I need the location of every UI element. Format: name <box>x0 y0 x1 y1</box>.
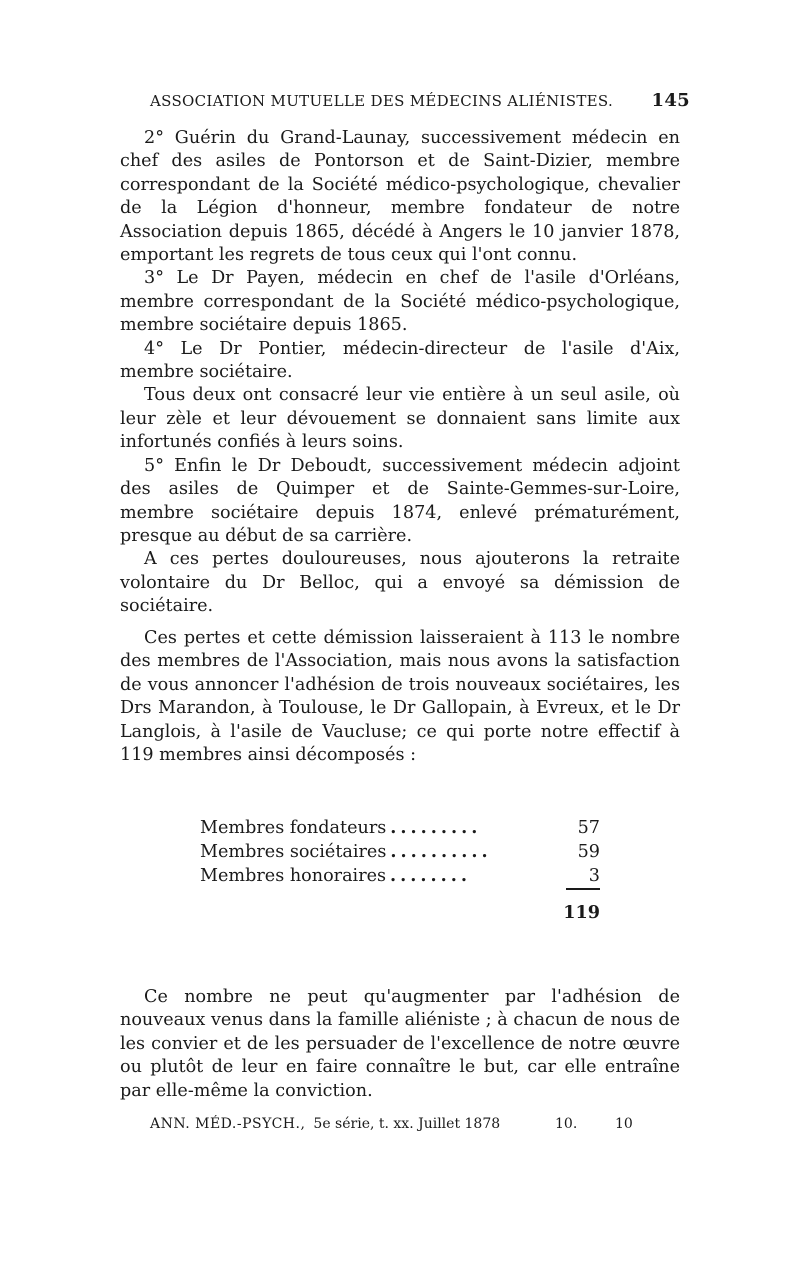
leader-dots: ......... <box>390 817 482 838</box>
obituary-section <box>120 127 680 619</box>
paragraph: Tous deux ont consacré leur vie entière à un seul asile, où leur zèle et leur dévouement se donnaient sans limite aux infortunés confiés à leurs soins. <box>120 385 680 453</box>
table-row <box>200 840 600 864</box>
paragraph: 5° Enfin le Dr Deboudt, successivement médecin adjoint des asiles de Quimper et de Sainte-Gemmes-sur-Loire, membre sociétaire depuis 1874, enlevé prématurément, presque au début de sa carrière. <box>120 455 680 546</box>
running-header <box>150 92 690 110</box>
page-number: 145 <box>651 90 690 111</box>
row-label: Membres sociétaires <box>200 842 387 862</box>
signature-number: 10 <box>615 1116 633 1132</box>
signature-mark: 10. <box>555 1116 578 1132</box>
sum-rule <box>566 888 600 890</box>
paragraph: Ce nombre ne peut qu'augmenter par l'adhésion de nouveaux venus dans la famille aliéniste ; à chacun de nous de les convier et de les persuader de l'excellence de notre œuvre ou plutôt de leur en faire connaître le but, car elle entraîne par elle-même la conviction. <box>120 987 680 1101</box>
leader-dots: .......... <box>390 841 492 862</box>
row-value: 57 <box>577 818 600 838</box>
table-row <box>200 864 600 888</box>
closing-paragraph <box>120 986 680 1103</box>
row-label: Membres fondateurs <box>200 818 387 838</box>
membership-paragraph <box>120 627 680 767</box>
journal-abbrev: ANN. MÉD.-PSYCH., <box>150 1116 306 1132</box>
paragraph: A ces pertes douloureuses, nous ajouterons la retraite volontaire du Dr Belloc, qui a envoyé sa démission de sociétaire. <box>120 549 680 617</box>
running-title: ASSOCIATION MUTUELLE DES MÉDECINS ALIÉNISTES. <box>150 92 614 110</box>
row-value: 59 <box>577 842 600 862</box>
paragraph: 3° Le Dr Payen, médecin en chef de l'asile d'Orléans, membre correspondant de la Société médico-psychologique, membre sociétaire depuis 1865. <box>120 268 680 336</box>
paragraph: Ces pertes et cette démission laisseraient à 113 le nombre des membres de l'Association, mais nous avons la satisfaction de vous annoncer l'adhésion de trois nouveaux sociétaires, les Drs Marandon, à Toulouse, le Dr Gallopain, à Evreux, et le Dr Langlois, à l'asile de Vaucluse; ce qui porte notre effectif à 119 membres ainsi décomposés : <box>120 628 680 766</box>
row-label: Membres honoraires <box>200 866 387 886</box>
members-total: 119 <box>563 902 600 923</box>
members-table <box>200 816 600 888</box>
page-footer <box>150 1116 670 1132</box>
paragraph: 4° Le Dr Pontier, médecin-directeur de l'asile d'Aix, membre sociétaire. <box>120 338 680 383</box>
paragraph: 2° Guérin du Grand-Launay, successivement médecin en chef des asiles de Pontorson et de Saint-Dizier, membre correspondant de la Société médico-psychologique, chevalier de la Légion d'honneur, membre fondateur de notre Association depuis 1865, décédé à Angers le 10 janvier 1878, emportant les regrets de tous ceux qui l'ont connu. <box>120 128 680 266</box>
series-info: 5e série, t. xx. Juillet 1878 <box>313 1116 501 1132</box>
table-row <box>200 816 600 840</box>
leader-dots: ........ <box>390 865 472 886</box>
row-value: 3 <box>588 866 600 886</box>
